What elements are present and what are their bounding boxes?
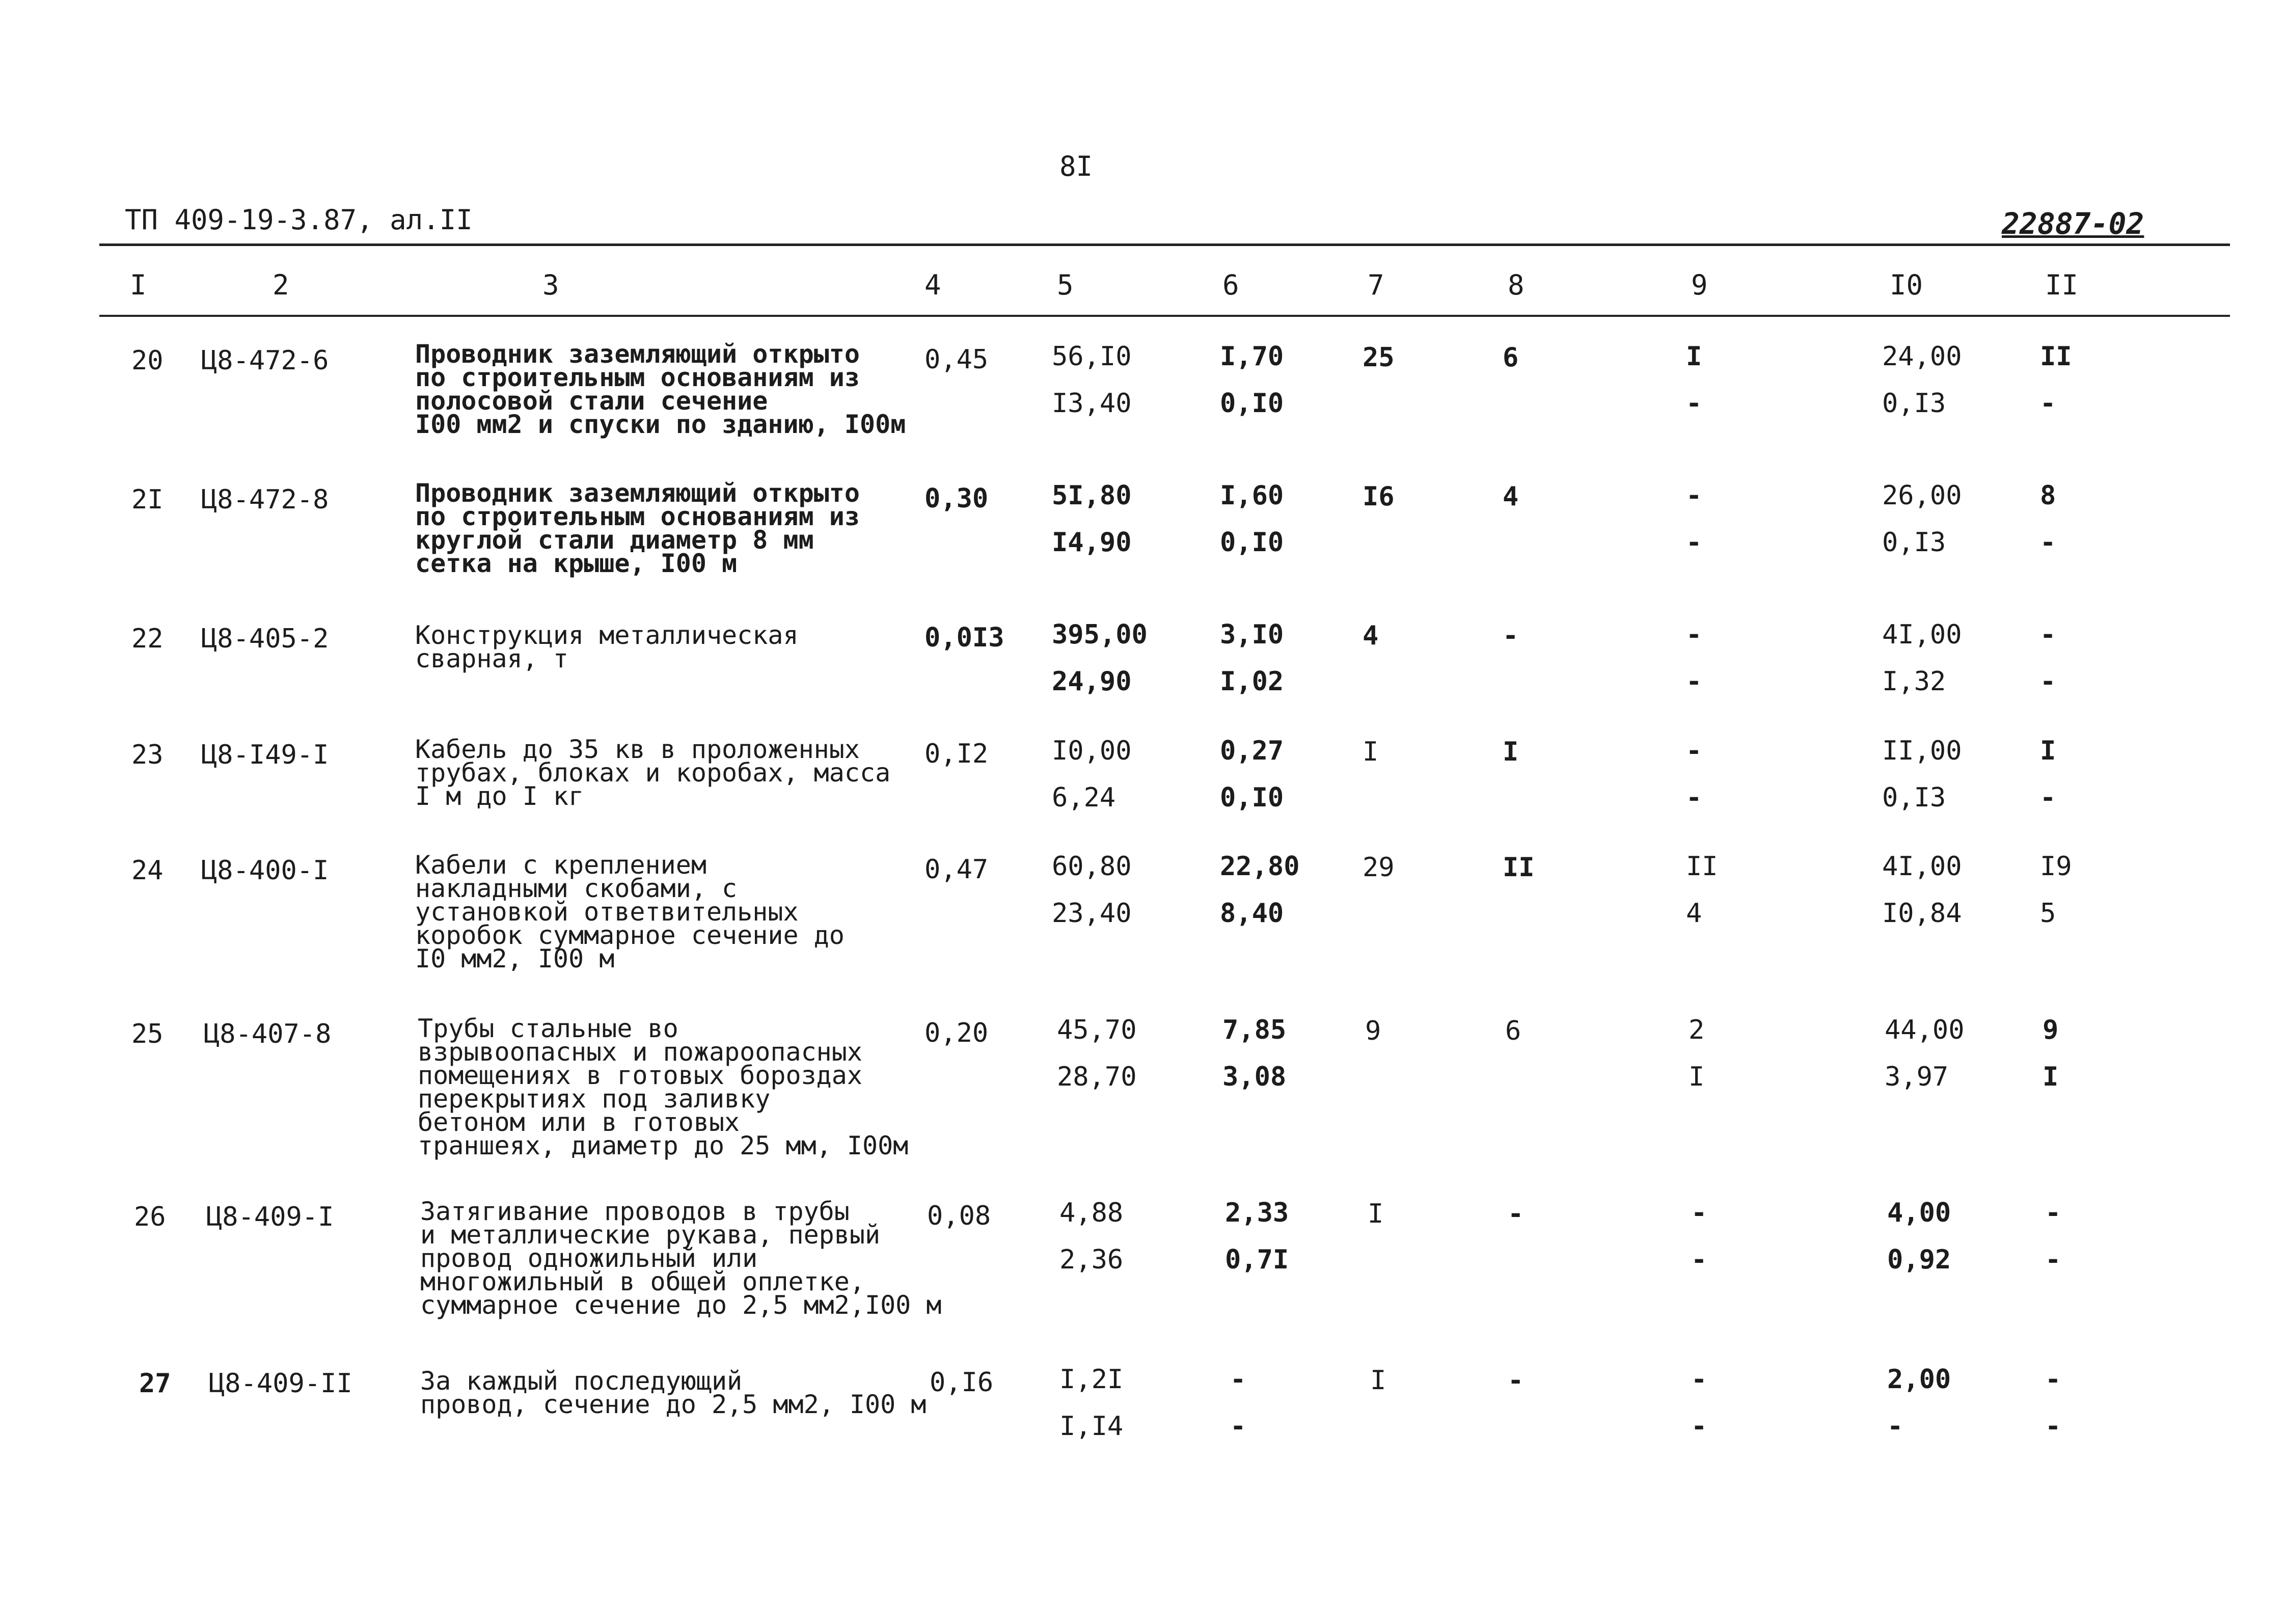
value-col-11: I9 5: [2040, 851, 2072, 929]
value-col-8: II: [1503, 852, 1535, 883]
value-col-7: 9: [1365, 1016, 1381, 1046]
row-number: 2I: [131, 484, 164, 515]
table-header-rule: [99, 315, 2230, 317]
value-col-5: 395,00 24,90: [1052, 619, 1148, 697]
value-col-5: 5I,80 I4,90: [1052, 480, 1132, 558]
value-col-10: 44,00 3,97: [1885, 1015, 1965, 1092]
value-col-9: - -: [1686, 619, 1702, 697]
document-number: 22887-02: [2002, 206, 2144, 241]
value-col-11: 8 -: [2040, 480, 2056, 558]
value-col-11: 9 I: [2043, 1015, 2059, 1092]
row-number: 24: [131, 855, 164, 886]
value-col-9: - -: [1691, 1364, 1707, 1442]
value-col-6: I,70 0,I0: [1220, 341, 1284, 419]
value-col-5: 4,88 2,36: [1059, 1198, 1124, 1275]
work-description: Кабели с креплением накладными скобами, с установкой ответвительных коробок суммарное сечение до I0 мм2, I00 м: [415, 850, 845, 973]
value-col-5: I,2I I,I4: [1059, 1364, 1124, 1442]
value-col-6: 22,80 8,40: [1220, 851, 1300, 929]
value-col-7: I6: [1363, 481, 1395, 512]
value-col-7: 29: [1363, 852, 1395, 883]
value-col-10: 24,00 0,I3: [1882, 341, 1962, 419]
row-number: 22: [131, 624, 164, 654]
value-col-4: 0,45: [924, 344, 989, 375]
value-col-4: 0,30: [924, 483, 989, 514]
norm-code: Ц8-I49-I: [201, 740, 329, 770]
value-col-9: 2 I: [1689, 1015, 1705, 1092]
row-number: 20: [131, 345, 164, 376]
norm-code: Ц8-400-I: [201, 855, 329, 886]
row-number: 27: [139, 1368, 171, 1399]
work-description: Трубы стальные во взрывоопасных и пожароопасных помещениях в готовых бороздах перекрытиях под заливку бетоном или в готовых траншеях, диаметр до 25 мм, I00м: [418, 1014, 909, 1160]
value-col-10: 26,00 0,I3: [1882, 480, 1962, 558]
value-col-11: - -: [2045, 1364, 2061, 1442]
value-col-4: 0,20: [924, 1018, 989, 1048]
value-col-9: - -: [1686, 736, 1702, 813]
value-col-8: -: [1508, 1365, 1524, 1396]
value-col-6: 3,I0 I,02: [1220, 619, 1284, 697]
value-col-4: 0,I6: [930, 1367, 994, 1398]
work-description: Проводник заземляющий открыто по строительным основаниям из круглой стали диаметр 8 мм сетка на крыше, I00 м: [415, 478, 860, 578]
value-col-10: 4I,00 I,32: [1882, 619, 1962, 697]
work-description: За каждый последующий провод, сечение до 2,5 мм2, I00 м: [420, 1366, 927, 1419]
column-header-9: 9: [1691, 269, 1708, 301]
value-col-6: 2,33 0,7I: [1225, 1198, 1289, 1275]
document-code: ТП 409-19-3.87, ал.II: [125, 204, 473, 236]
value-col-9: - -: [1691, 1198, 1707, 1275]
row-number: 26: [134, 1202, 166, 1232]
value-col-4: 0,08: [927, 1201, 991, 1231]
column-header-5: 5: [1057, 269, 1074, 301]
norm-code: Ц8-472-6: [201, 345, 329, 376]
value-col-7: 25: [1363, 342, 1395, 373]
norm-code: Ц8-407-8: [204, 1019, 332, 1049]
value-col-10: 4,00 0,92: [1887, 1198, 1951, 1275]
value-col-11: II -: [2040, 341, 2072, 419]
value-col-10: 2,00 -: [1887, 1364, 1951, 1442]
value-col-10: II,00 0,I3: [1882, 736, 1962, 813]
row-number: 23: [131, 740, 164, 770]
column-header-8: 8: [1508, 269, 1525, 301]
row-number: 25: [131, 1019, 164, 1049]
norm-code: Ц8-409-II: [209, 1368, 352, 1399]
value-col-6: I,60 0,I0: [1220, 480, 1284, 558]
column-header-3: 3: [542, 269, 559, 301]
work-description: Затягивание проводов в трубы и металлические рукава, первый провод одножильный или многожильный в общей оплетке, суммарное сечение до 2,5 мм2,I00 м: [420, 1197, 942, 1320]
value-col-8: 6: [1503, 342, 1519, 373]
value-col-5: I0,00 6,24: [1052, 736, 1132, 813]
value-col-6: 7,85 3,08: [1222, 1015, 1287, 1092]
value-col-7: I: [1368, 1199, 1384, 1229]
value-col-6: 0,27 0,I0: [1220, 736, 1284, 813]
value-col-5: 56,I0 I3,40: [1052, 341, 1132, 419]
value-col-11: - -: [2040, 619, 2056, 697]
value-col-4: 0,47: [924, 854, 989, 885]
value-col-11: - -: [2045, 1198, 2061, 1275]
work-description: Кабель до 35 кв в проложенных трубах, блоках и коробах, масса I м до I кг: [415, 735, 891, 811]
value-col-7: I: [1370, 1365, 1386, 1396]
norm-code: Ц8-409-I: [206, 1202, 334, 1232]
column-header-1: I: [130, 269, 147, 301]
norm-code: Ц8-405-2: [201, 624, 329, 654]
value-col-9: - -: [1686, 480, 1702, 558]
value-col-9: II 4: [1686, 851, 1718, 929]
value-col-4: 0,I2: [924, 739, 989, 769]
column-header-7: 7: [1368, 269, 1384, 301]
value-col-4: 0,0I3: [924, 622, 1004, 653]
column-header-6: 6: [1222, 269, 1239, 301]
column-header-10: I0: [1890, 269, 1923, 301]
norm-code: Ц8-472-8: [201, 484, 329, 515]
value-col-10: 4I,00 I0,84: [1882, 851, 1962, 929]
value-col-7: 4: [1363, 620, 1379, 651]
value-col-8: -: [1508, 1199, 1524, 1229]
value-col-8: 4: [1503, 481, 1519, 512]
value-col-11: I -: [2040, 736, 2056, 813]
value-col-6: - -: [1230, 1364, 1246, 1442]
value-col-8: 6: [1505, 1016, 1521, 1046]
value-col-7: I: [1363, 737, 1379, 767]
column-header-11: II: [2045, 269, 2079, 301]
table-top-rule: [99, 243, 2230, 246]
page-number: 8I: [1059, 150, 1093, 182]
value-col-8: I: [1503, 737, 1519, 767]
work-description: Конструкция металлическая сварная, т: [415, 620, 799, 673]
value-col-9: I -: [1686, 341, 1702, 419]
work-description: Проводник заземляющий открыто по строительным основаниям из полосовой стали сечение I00 мм2 и спуски по зданию, I00м: [415, 339, 906, 439]
column-header-2: 2: [273, 269, 289, 301]
value-col-5: 45,70 28,70: [1057, 1015, 1137, 1092]
column-header-4: 4: [924, 269, 941, 301]
value-col-8: -: [1503, 620, 1519, 651]
value-col-5: 60,80 23,40: [1052, 851, 1132, 929]
